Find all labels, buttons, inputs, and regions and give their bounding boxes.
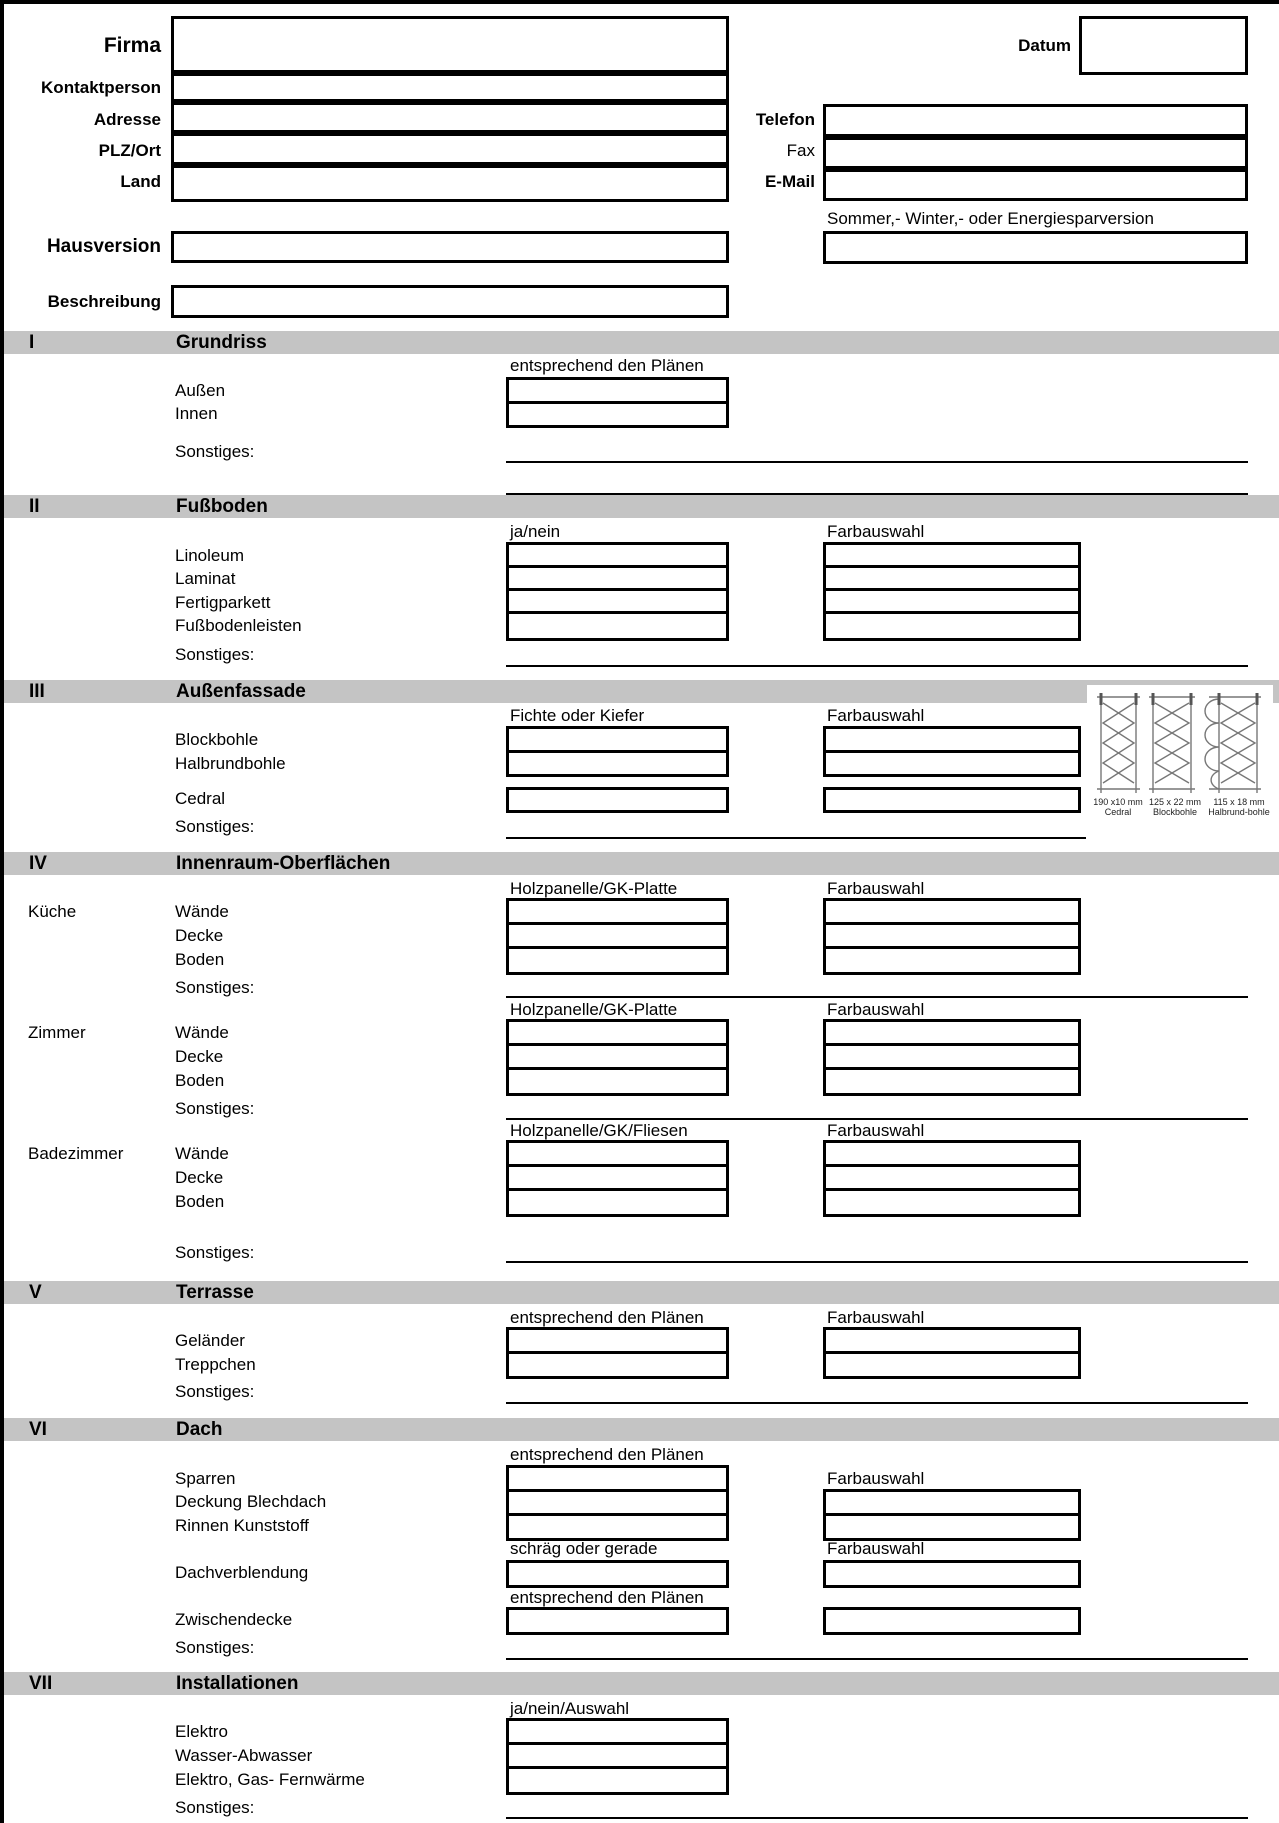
- sonstiges-label: Sonstiges:: [175, 978, 255, 997]
- kueche-waende-color-field[interactable]: [823, 898, 1081, 925]
- land-field[interactable]: [171, 165, 729, 202]
- column-header: Holzpanelle/GK-Platte: [510, 1000, 678, 1019]
- kontaktperson-field[interactable]: [171, 73, 729, 102]
- column-header: Farbauswahl: [827, 1308, 925, 1327]
- zimmer-boden-field[interactable]: [506, 1067, 729, 1096]
- deckung-color-field[interactable]: [823, 1489, 1081, 1516]
- item-fertigparkett: Fertigparkett: [175, 593, 271, 612]
- sonstiges-line[interactable]: [506, 1658, 1248, 1660]
- adresse-field[interactable]: [171, 102, 729, 133]
- section-header-innenraum: IV Innenraum-Oberflächen: [4, 852, 1279, 875]
- bad-decke-field[interactable]: [506, 1164, 729, 1191]
- sonstiges-line[interactable]: [506, 837, 1086, 839]
- fax-label: Fax: [786, 141, 815, 160]
- caption-blockbohle: 125 x 22 mm Blockbohle: [1148, 797, 1202, 817]
- item-gas: Elektro, Gas- Fernwärme: [175, 1770, 365, 1789]
- zimmer-waende-color-field[interactable]: [823, 1019, 1081, 1046]
- item-decke: Decke: [175, 1168, 224, 1187]
- item-gelaender: Geländer: [175, 1331, 245, 1350]
- treppchen-field[interactable]: [506, 1351, 729, 1379]
- sonstiges-line[interactable]: [506, 665, 1248, 667]
- item-zwischendecke: Zwischendecke: [175, 1610, 293, 1629]
- telefon-field[interactable]: [823, 104, 1248, 137]
- sonstiges-label: Sonstiges:: [175, 1099, 255, 1118]
- item-boden: Boden: [175, 1192, 225, 1211]
- column-header: Holzpanelle/GK-Platte: [510, 879, 678, 898]
- email-field[interactable]: [823, 169, 1248, 201]
- zimmer-boden-color-field[interactable]: [823, 1067, 1081, 1096]
- rinnen-color-field[interactable]: [823, 1513, 1081, 1541]
- item-blockbohle: Blockbohle: [175, 730, 259, 749]
- column-header: entsprechend den Plänen: [510, 356, 704, 375]
- dachverblendung-color-field[interactable]: [823, 1560, 1081, 1588]
- gas-field[interactable]: [506, 1766, 729, 1795]
- beschreibung-field[interactable]: [171, 285, 729, 318]
- item-laminat: Laminat: [175, 569, 236, 588]
- item-wasser: Wasser-Abwasser: [175, 1746, 313, 1765]
- room-badezimmer: Badezimmer: [28, 1144, 124, 1163]
- rinnen-field[interactable]: [506, 1513, 729, 1541]
- hausversion-label: Hausversion: [46, 236, 161, 257]
- item-dachverblendung: Dachverblendung: [175, 1563, 309, 1582]
- sonstiges-label: Sonstiges:: [175, 1798, 255, 1817]
- item-boden: Boden: [175, 950, 225, 969]
- kueche-boden-color-field[interactable]: [823, 946, 1081, 975]
- item-waende: Wände: [175, 902, 229, 921]
- sonstiges-line[interactable]: [506, 1118, 1248, 1120]
- kueche-decke-color-field[interactable]: [823, 922, 1081, 949]
- sonstiges-line[interactable]: [506, 1402, 1248, 1404]
- zimmer-decke-color-field[interactable]: [823, 1043, 1081, 1070]
- innen-field[interactable]: [506, 401, 729, 428]
- firma-field[interactable]: [171, 16, 729, 73]
- beschreibung-label: Beschreibung: [47, 292, 161, 311]
- item-sparren: Sparren: [175, 1469, 236, 1488]
- sparren-field[interactable]: [506, 1465, 729, 1492]
- adresse-label: Adresse: [93, 110, 161, 129]
- kueche-decke-field[interactable]: [506, 922, 729, 949]
- sonstiges-label: Sonstiges:: [175, 1243, 255, 1262]
- item-boden: Boden: [175, 1071, 225, 1090]
- item-innen: Innen: [175, 404, 218, 423]
- kueche-waende-field[interactable]: [506, 898, 729, 925]
- page-border-left: [0, 0, 4, 1823]
- column-header: Farbauswahl: [827, 1469, 925, 1488]
- zimmer-waende-field[interactable]: [506, 1019, 729, 1046]
- column-header: Fichte oder Kiefer: [510, 706, 645, 725]
- fussbodenleisten-color-field[interactable]: [823, 611, 1081, 641]
- kueche-boden-field[interactable]: [506, 946, 729, 975]
- email-label: E-Mail: [764, 172, 815, 191]
- column-header: Farbauswahl: [827, 1539, 925, 1558]
- sonstiges-label: Sonstiges:: [175, 1638, 255, 1657]
- gelaender-field[interactable]: [506, 1327, 729, 1354]
- fussbodenleisten-field[interactable]: [506, 611, 729, 641]
- datum-field[interactable]: [1079, 16, 1248, 75]
- version-hint: Sommer,- Winter,- oder Energiesparversion: [827, 209, 1154, 228]
- column-header: Farbauswahl: [827, 1121, 925, 1140]
- facade-profiles-illustration: [1087, 685, 1273, 842]
- version-field[interactable]: [823, 231, 1248, 264]
- section-header-terrasse: V Terrasse: [4, 1281, 1279, 1304]
- wasser-field[interactable]: [506, 1742, 729, 1769]
- page-border-top: [0, 0, 1279, 4]
- blockbohle-color-field[interactable]: [823, 726, 1081, 753]
- plzort-label: PLZ/Ort: [98, 141, 161, 160]
- room-kueche: Küche: [28, 902, 77, 921]
- item-aussen: Außen: [175, 381, 226, 400]
- sonstiges-line[interactable]: [506, 1817, 1248, 1819]
- item-decke: Decke: [175, 1047, 224, 1066]
- room-zimmer: Zimmer: [28, 1023, 86, 1042]
- deckung-field[interactable]: [506, 1489, 729, 1516]
- bad-waende-field[interactable]: [506, 1140, 729, 1167]
- hausversion-field[interactable]: [171, 231, 729, 263]
- section-header-installationen: VII Installationen: [4, 1672, 1279, 1695]
- column-header: Farbauswahl: [827, 706, 925, 725]
- aussen-field[interactable]: [506, 377, 729, 404]
- column-header: entsprechend den Plänen: [510, 1308, 704, 1327]
- column-header: ja/nein: [510, 522, 561, 541]
- column-header: entsprechend den Plänen: [510, 1588, 704, 1607]
- cedral-color-field[interactable]: [823, 787, 1081, 813]
- item-fussbodenleisten: Fußbodenleisten: [175, 616, 302, 635]
- column-header: Farbauswahl: [827, 522, 925, 541]
- halbrundbohle-field[interactable]: [506, 750, 729, 777]
- item-waende: Wände: [175, 1144, 229, 1163]
- column-header: Farbauswahl: [827, 879, 925, 898]
- item-rinnen: Rinnen Kunststoff: [175, 1516, 309, 1535]
- section-header-grundriss: I Grundriss: [4, 331, 1279, 354]
- gelaender-color-field[interactable]: [823, 1327, 1081, 1354]
- column-header: Holzpanelle/GK/Fliesen: [510, 1121, 688, 1140]
- zwischendecke-color-field[interactable]: [823, 1607, 1081, 1635]
- land-label: Land: [120, 172, 161, 191]
- item-halbrundbohle: Halbrundbohle: [175, 754, 286, 773]
- plzort-field[interactable]: [171, 133, 729, 165]
- caption-halbrundbohle: 115 x 18 mm Halbrund-bohle: [1208, 797, 1270, 817]
- firma-label: Firma: [103, 34, 161, 57]
- section-header-fussboden: II Fußboden: [4, 495, 1279, 518]
- sonstiges-line[interactable]: [506, 996, 1248, 998]
- halbrundbohle-color-field[interactable]: [823, 750, 1081, 777]
- section-header-aussenfassade: III Außenfassade: [4, 680, 1279, 703]
- cedral-field[interactable]: [506, 787, 729, 813]
- bad-boden-field[interactable]: [506, 1188, 729, 1217]
- column-header: schräg oder gerade: [510, 1539, 658, 1558]
- item-waende: Wände: [175, 1023, 229, 1042]
- bad-boden-color-field[interactable]: [823, 1188, 1081, 1217]
- column-header: Farbauswahl: [827, 1000, 925, 1019]
- datum-label: Datum: [1018, 36, 1071, 55]
- dachverblendung-field[interactable]: [506, 1560, 729, 1588]
- zimmer-decke-field[interactable]: [506, 1043, 729, 1070]
- sonstiges-label: Sonstiges:: [175, 442, 255, 461]
- column-header: ja/nein/Auswahl: [510, 1699, 630, 1718]
- telefon-label: Telefon: [755, 110, 815, 129]
- item-deckung: Deckung Blechdach: [175, 1492, 327, 1511]
- sonstiges-label: Sonstiges:: [175, 1382, 255, 1401]
- sonstiges-line[interactable]: [506, 461, 1248, 463]
- caption-cedral: 190 x10 mm Cedral: [1093, 797, 1143, 817]
- bad-decke-color-field[interactable]: [823, 1164, 1081, 1191]
- blockbohle-field[interactable]: [506, 726, 729, 753]
- sonstiges-line[interactable]: [506, 1261, 1248, 1263]
- kontaktperson-label: Kontaktperson: [41, 78, 161, 97]
- item-elektro: Elektro: [175, 1722, 228, 1741]
- section-header-dach: VI Dach: [4, 1418, 1279, 1441]
- sonstiges-label: Sonstiges:: [175, 817, 255, 836]
- fax-field[interactable]: [823, 137, 1248, 169]
- item-treppchen: Treppchen: [175, 1355, 256, 1374]
- sonstiges-label: Sonstiges:: [175, 645, 255, 664]
- item-decke: Decke: [175, 926, 224, 945]
- item-linoleum: Linoleum: [175, 546, 244, 565]
- bad-waende-color-field[interactable]: [823, 1140, 1081, 1167]
- zwischendecke-field[interactable]: [506, 1607, 729, 1635]
- elektro-field[interactable]: [506, 1718, 729, 1745]
- item-cedral: Cedral: [175, 789, 226, 808]
- column-header: entsprechend den Plänen: [510, 1445, 704, 1464]
- treppchen-color-field[interactable]: [823, 1351, 1081, 1379]
